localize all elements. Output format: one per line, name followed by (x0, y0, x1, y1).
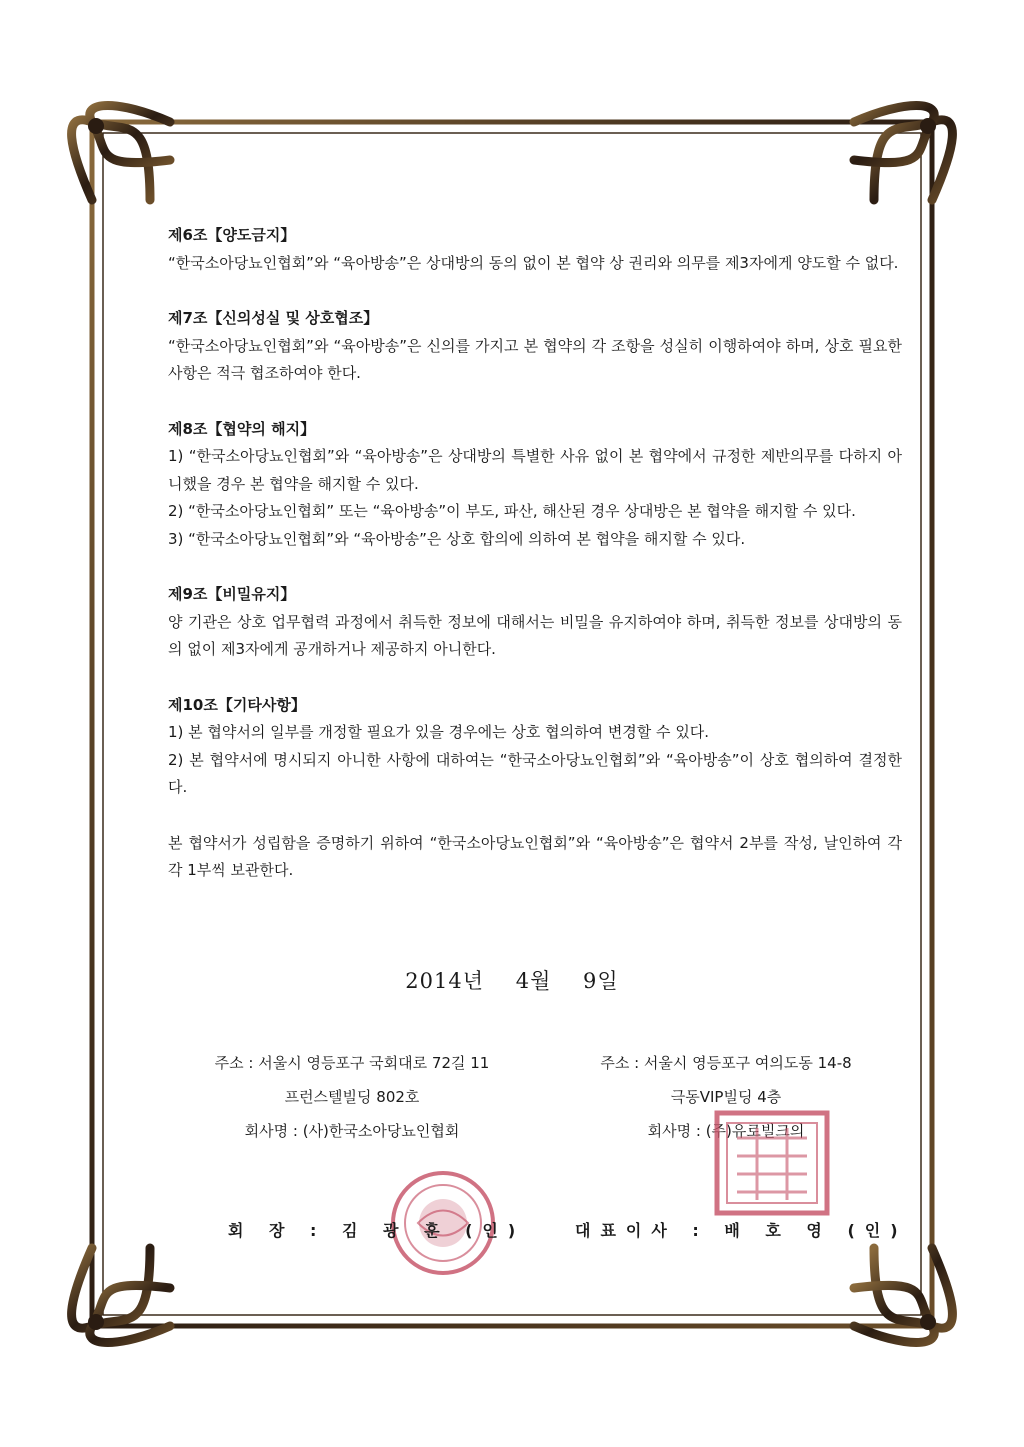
article-10 (168, 692, 902, 802)
article-item: 1) “한국소아당뇨인협회”와 “육아방송”은 상대방의 특별한 사유 없이 본 협약에서 규정한 제반의무를 다하지 아니했을 경우 본 협약을 해지할 수 있다. (168, 447, 902, 493)
article-item: 2) 본 협약서에 명시되지 아니한 사항에 대하여는 “한국소아당뇨인협회”와 “육아방송”이 상호 협의하여 결정한다. (168, 750, 902, 796)
article-9 (168, 581, 902, 664)
article-heading: 제6조【양도금지】 (168, 226, 296, 244)
article-paragraph: “한국소아당뇨인협회”와 “육아방송”은 신의를 가지고 본 협약의 각 조항을 성실히 이행하여야 하며, 상호 필요한 사항은 적극 협조하여야 한다. (168, 336, 902, 382)
article-heading: 제8조【협약의 해지】 (168, 419, 316, 438)
article-item: 2) “한국소아당뇨인협회” 또는 “육아방송”이 부도, 파산, 해산된 경우 상대방은 본 협약을 해지할 수 있다. (168, 502, 856, 520)
article-item: 3) “한국소아당뇨인협회”와 “육아방송”은 상호 합의에 의하여 본 협약을 해지할 수 있다. (168, 529, 746, 548)
party-company: 회사명 : (주)유로빌크의 (647, 1122, 805, 1140)
square-seal-icon (712, 1108, 832, 1218)
party-address: 주소 : 서울시 영등포구 국회대로 72길 11 (214, 1054, 490, 1072)
article-paragraph: 양 기관은 상호 업무협력 과정에서 취득한 정보에 대해서는 비밀을 유지하여야 하며, 취득한 정보를 상대방의 동의 없이 제3자에게 공개하거나 제공하지 아니한다. (168, 612, 902, 658)
agreement-body (168, 222, 902, 913)
party-left-info (182, 1046, 522, 1148)
article-heading: 제9조【비밀유지】 (168, 585, 296, 603)
party-address: 주소 : 서울시 영등포구 여의도동 14-8 (600, 1054, 852, 1072)
article-6 (168, 222, 902, 277)
closing-statement: 본 협약서가 성립함을 증명하기 위하여 “한국소아당뇨인협회”와 “육아방송”은 협약서 2부를 작성, 날인하여 각각 1부씩 보관한다. (168, 833, 902, 879)
article-heading: 제7조【신의성실 및 상호협조】 (168, 309, 379, 327)
date-day: 9일 (583, 969, 619, 993)
date-month: 4월 (515, 969, 552, 993)
signature-left: 회 장 : 김 광 훈 (인) (228, 1221, 526, 1240)
article-8 (168, 416, 902, 554)
agreement-date (0, 965, 1024, 995)
date-year: 2014년 (405, 969, 485, 993)
article-paragraph: “한국소아당뇨인협회”와 “육아방송”은 상대방의 동의 없이 본 협약 상 권리와 의무를 제3자에게 양도할 수 없다. (168, 253, 899, 272)
party-building: 극동VIP빌딩 4층 (670, 1088, 782, 1106)
article-7 (168, 305, 902, 388)
party-company: 회사명 : (사)한국소아당뇨인협회 (244, 1122, 460, 1140)
article-item: 1) 본 협약서의 일부를 개정할 필요가 있을 경우에는 상호 협의하여 변경할 수 있다. (168, 723, 710, 741)
article-heading: 제10조【기타사항】 (168, 695, 306, 714)
party-building: 프런스텔빌딩 802호 (284, 1088, 420, 1106)
signature-right: 대표이사 : 배 호 영 (인) (575, 1221, 908, 1240)
